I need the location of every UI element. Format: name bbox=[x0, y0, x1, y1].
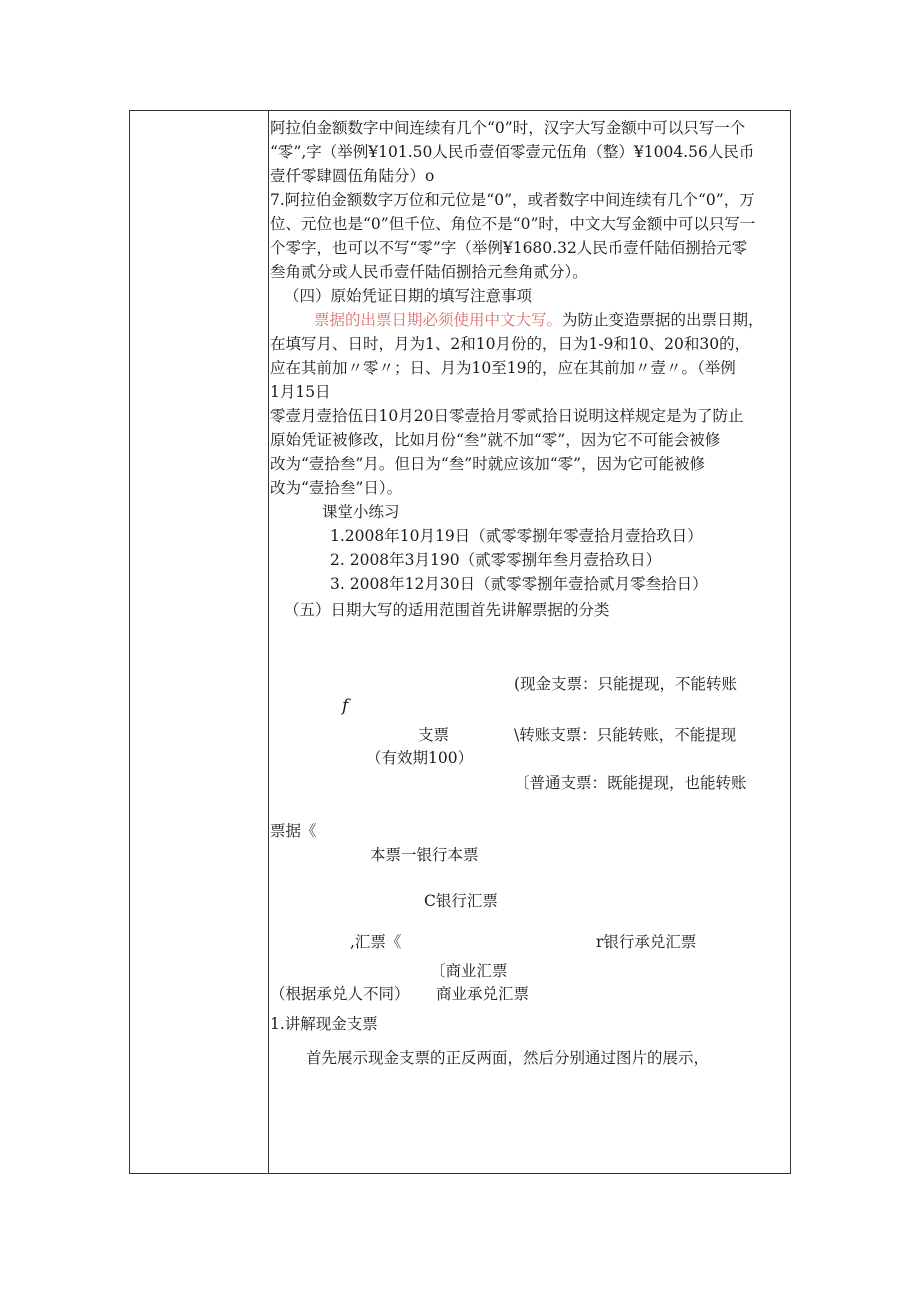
practice-item-1: 1.2008年10月19日（贰零零捌年零壹拾月壹拾玖日） bbox=[330, 527, 703, 545]
tree-commercial-accept: 商业承兑汇票 bbox=[436, 985, 530, 1003]
tree-bank-draft: C银行汇票 bbox=[424, 892, 498, 910]
rule7-line-4: 叁角贰分或人民币壹仟陆佰捌拾元叁角贰分）。 bbox=[270, 263, 588, 281]
date-para-line-5: 原始凭证被修改，比如月份“叁”就不加“零”，因为它不可能会被修 bbox=[270, 431, 721, 449]
tree-bank-accept: r银行承兑汇票 bbox=[596, 933, 697, 951]
rule7-line-3: 个零字，也可以不写“零”字（举例¥1680.32人民币壹仟陆佰捌拾元零 bbox=[270, 239, 748, 257]
tree-check: 支票 bbox=[418, 726, 450, 744]
tree-validity: （有效期100） bbox=[366, 749, 474, 767]
zero-rule-line-2: “零”,字（举例¥101.50人民币壹佰零壹元伍角（整）¥1004.56人民币 bbox=[270, 143, 755, 161]
zero-rule-line-1: 阿拉伯金额数字中间连续有几个“0”时，汉字大写金额中可以只写一个 bbox=[270, 119, 746, 137]
section1-heading: 1.讲解现金支票 bbox=[270, 1015, 378, 1033]
practice-title: 课堂小练习 bbox=[322, 503, 400, 521]
tree-brace-mark: f bbox=[342, 696, 349, 716]
date-para-line-3: 1月15日 bbox=[270, 383, 331, 401]
tree-promissory: 本票一银行本票 bbox=[370, 846, 479, 864]
tree-draft: ,汇票《 bbox=[350, 933, 402, 951]
tree-transfer-check: \转账支票：只能转账，不能提现 bbox=[514, 726, 737, 744]
date-rule-rest: 为防止变造票据的出票日期， bbox=[562, 311, 764, 329]
rule7-line-2: 位、元位也是“0”但千位、角位不是“0”时，中文大写金额中可以只写一 bbox=[270, 215, 756, 233]
date-rule-highlight: 票据的出票日期必须使用中文大写。 bbox=[314, 311, 563, 329]
tree-by-acceptor: （根据承兑人不同） bbox=[270, 985, 410, 1003]
column-divider bbox=[268, 111, 269, 1173]
tree-commercial-draft: 〔商业汇票 bbox=[430, 962, 508, 980]
heading-four: （四）原始凭证日期的填写注意事项 bbox=[284, 287, 533, 305]
practice-item-3: 3. 2008年12月30日（贰零零捌年壹拾贰月零叁拾日） bbox=[330, 575, 708, 593]
date-para-line-4: 零壹月壹拾伍日10月20日零壹拾月零贰拾日说明这样规定是为了防止 bbox=[270, 407, 744, 425]
zero-rule-line-3: 壹仟零肆圆伍角陆分）o bbox=[270, 167, 435, 185]
section1-text: 首先展示现金支票的正反两面，然后分别通过图片的展示， bbox=[306, 1049, 710, 1067]
tree-bill: 票据《 bbox=[270, 822, 317, 840]
date-para-first-line bbox=[314, 310, 764, 330]
date-para-line-7: 改为“壹拾叁”日）。 bbox=[270, 479, 403, 497]
date-para-line-2: 应在其前加〃零〃；日、月为10至19的，应在其前加〃壹〃。（举例 bbox=[270, 359, 736, 377]
tree-cash-check: (现金支票：只能提现，不能转账 bbox=[514, 675, 738, 693]
heading-five: （五）日期大写的适用范围首先讲解票据的分类 bbox=[284, 601, 610, 619]
practice-item-2: 2. 2008年3月190（贰零零捌年叁月壹拾玖日） bbox=[330, 551, 662, 569]
date-para-line-1: 在填写月、日时，月为1、2和10月份的，日为1-9和10、20和30的， bbox=[270, 335, 751, 353]
tree-general-check: 〔普通支票：既能提现，也能转账 bbox=[514, 774, 747, 792]
rule7-line-1: 7.阿拉伯金额数字万位和元位是“0”，或者数字中间连续有几个“0”，万 bbox=[270, 191, 755, 209]
date-para-line-6: 改为“壹拾叁”月。但日为“叁”时就应该加“零”，因为它可能被修 bbox=[270, 455, 706, 473]
